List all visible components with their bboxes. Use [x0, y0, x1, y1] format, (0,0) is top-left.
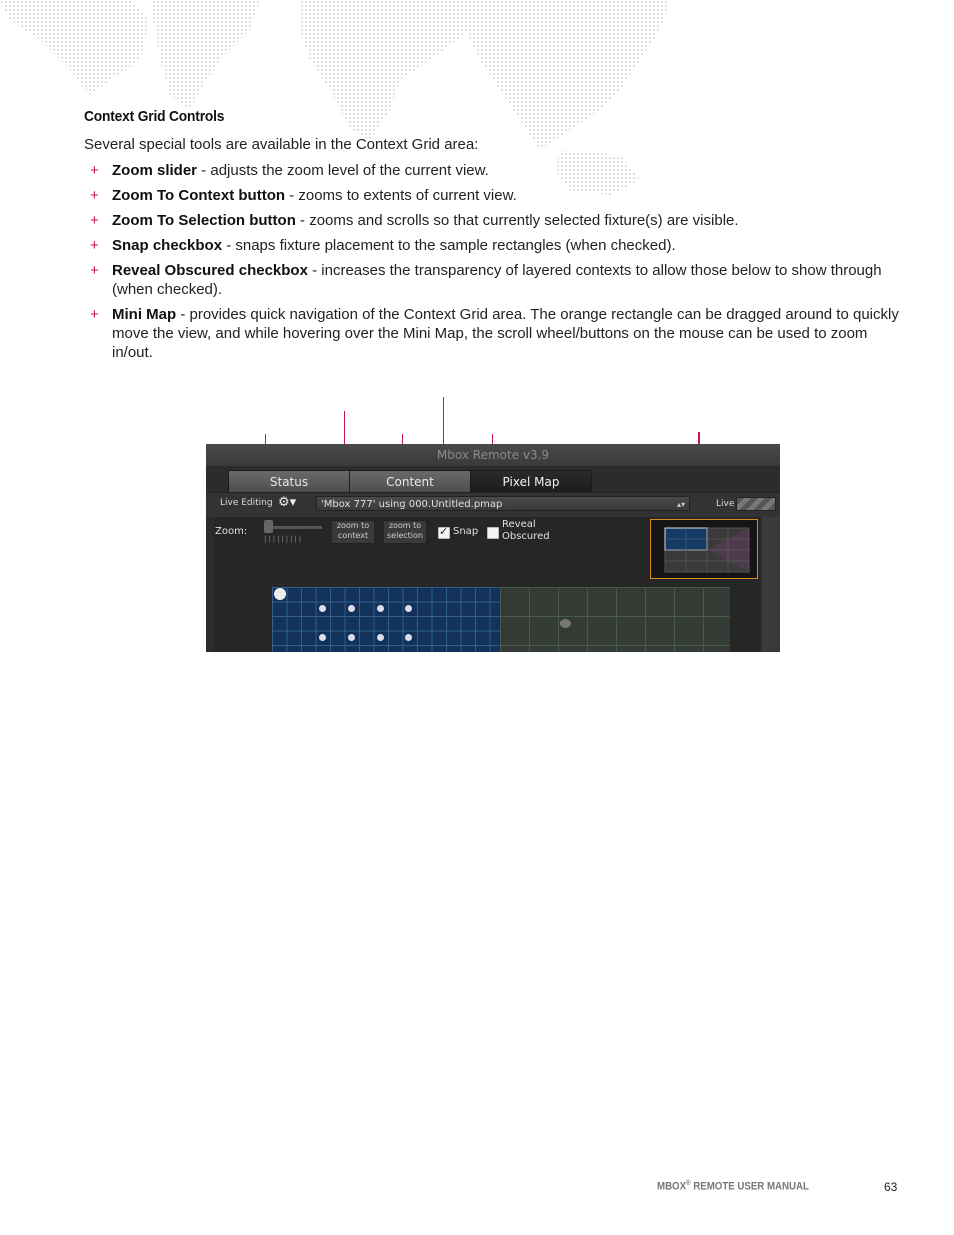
fixture-dot[interactable]	[319, 605, 326, 612]
chevron-updown-icon: ▴▾	[676, 500, 685, 509]
zoom-to-context-line2: context	[337, 531, 369, 540]
snap-label: Snap	[453, 526, 479, 537]
pixel-map-select-value: 'Mbox 777' using 000.Untitled.pmap	[321, 499, 503, 510]
list-item-term: Mini Map	[112, 306, 177, 323]
list-item	[90, 211, 900, 230]
zoom-to-context-button[interactable]	[331, 520, 375, 544]
mini-map[interactable]	[650, 519, 758, 579]
fixture-dot[interactable]	[274, 588, 286, 600]
fixture-dot[interactable]	[377, 634, 384, 641]
footer-manual-title	[657, 1180, 809, 1193]
tab-pixel-map[interactable]: Pixel Map	[470, 470, 592, 494]
reveal-obscured-line1: Reveal	[502, 519, 536, 530]
vertical-scrollbar[interactable]	[762, 517, 780, 652]
list-item-term: Zoom To Selection button	[112, 212, 296, 229]
list-item-desc: - provides quick navigation of the Context Grid area. The orange rectangle can be dragged around to quickly move the view, and while hovering over the Mini Map, the scroll wheel/buttons on the mouse can be used to zoom in/out.	[112, 306, 899, 361]
fixture-dot[interactable]	[319, 634, 326, 641]
live-toggle[interactable]	[736, 497, 776, 511]
snap-checkbox[interactable]	[438, 527, 450, 539]
list-item	[90, 305, 900, 362]
section-intro: Several special tools are available in the Context Grid area:	[84, 136, 479, 153]
live-editing-label: Live Editing	[220, 498, 273, 508]
context-grid-blue[interactable]	[272, 587, 500, 652]
feature-list	[90, 161, 900, 368]
zoom-to-selection-line1: zoom to	[388, 521, 422, 530]
zoom-to-context-line1: zoom to	[336, 521, 370, 530]
live-label: Live	[716, 499, 735, 509]
fixture-dot[interactable]	[377, 605, 384, 612]
list-item-term: Zoom To Context button	[112, 187, 286, 204]
plus-bullet-icon: +	[90, 187, 99, 204]
reveal-obscured-line2: Obscured	[502, 531, 550, 542]
list-item	[90, 261, 900, 299]
fixture-dot[interactable]	[405, 605, 412, 612]
list-item-desc: - snaps fixture placement to the sample rectangles (when checked).	[222, 237, 676, 254]
fixture-dot[interactable]	[560, 619, 571, 628]
zoom-to-selection-line2: selection	[387, 531, 423, 540]
footer-registered-mark: ®	[686, 1180, 691, 1187]
section-heading: Context Grid Controls	[84, 108, 225, 125]
tab-content[interactable]: Content	[349, 470, 471, 494]
page-number: 63	[884, 1180, 898, 1194]
pixel-map-toolbar	[206, 492, 780, 517]
fixture-dot[interactable]	[348, 605, 355, 612]
list-item-term: Zoom slider	[112, 162, 198, 179]
fixture-dot[interactable]	[405, 634, 412, 641]
plus-bullet-icon: +	[90, 162, 99, 179]
tab-bar	[228, 470, 591, 492]
fixture-dot[interactable]	[348, 634, 355, 641]
mini-map-preview	[651, 520, 757, 578]
plus-bullet-icon: +	[90, 306, 99, 323]
plus-bullet-icon: +	[90, 212, 99, 229]
checkmark-icon: ✓	[439, 525, 449, 538]
footer-title-rest: REMOTE USER MANUAL	[690, 1180, 809, 1193]
list-item-desc: - increases the transparency of layered contexts to allow those below to show through (when checked).	[112, 262, 882, 298]
mbox-remote-screenshot	[206, 444, 780, 652]
list-item	[90, 161, 900, 180]
plus-bullet-icon: +	[90, 262, 99, 279]
gear-icon[interactable]: ⚙▾	[278, 495, 297, 510]
list-item-desc: - adjusts the zoom level of the current view.	[197, 162, 489, 179]
window-title: Mbox Remote v3.9	[206, 444, 780, 466]
zoom-slider-ticks: |||||||||	[264, 535, 304, 543]
context-grid-green[interactable]	[500, 587, 730, 652]
zoom-to-selection-button[interactable]	[383, 520, 427, 544]
footer-brand: MBOX	[657, 1180, 687, 1193]
zoom-label: Zoom:	[215, 526, 248, 537]
pixel-map-select[interactable]	[316, 496, 690, 511]
reveal-obscured-label	[502, 519, 550, 543]
list-item-term: Reveal Obscured checkbox	[112, 262, 308, 279]
tab-status[interactable]: Status	[228, 470, 350, 494]
reveal-obscured-checkbox[interactable]	[487, 527, 499, 539]
zoom-slider-handle[interactable]	[264, 520, 273, 533]
list-item	[90, 186, 900, 205]
plus-bullet-icon: +	[90, 237, 99, 254]
list-item-desc: - zooms and scrolls so that currently selected fixture(s) are visible.	[295, 212, 739, 229]
list-item-term: Snap checkbox	[112, 237, 223, 254]
list-item	[90, 236, 900, 255]
list-item-desc: - zooms to extents of current view.	[285, 187, 517, 204]
